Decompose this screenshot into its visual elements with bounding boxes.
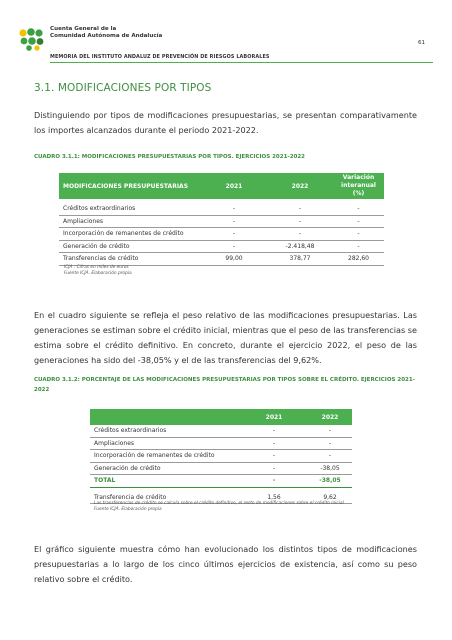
column-header: 2021: [240, 409, 308, 425]
value-variation: 282,60: [333, 253, 384, 266]
percentage-table: [90, 409, 352, 504]
value-2021: -: [240, 462, 308, 475]
junta-andalucia-logo-icon: [18, 27, 48, 51]
total-label: TOTAL: [90, 475, 240, 488]
value-2021: -: [240, 450, 308, 463]
value-2021: -: [201, 240, 267, 253]
row-label: Generación de crédito: [59, 240, 201, 253]
value-2022: -: [267, 215, 333, 228]
value-variation: -: [333, 203, 384, 215]
value-2022: 378,77: [267, 253, 333, 266]
value-2021: -: [201, 215, 267, 228]
value-2021: 1,56: [240, 492, 308, 504]
organization-line-2: Comunidad Autónoma de Andalucía: [50, 33, 163, 39]
table-1-unit-note: ICJA : Cifras en miles de euros: [64, 265, 129, 270]
column-header: 2021: [201, 173, 267, 199]
header-divider: [50, 62, 433, 63]
table-1-source-note: Fuente ICJA. Elaboración propia: [64, 271, 132, 276]
value-2022: 9,62: [308, 492, 352, 504]
value-2022: -2.418,48: [267, 240, 333, 253]
value-2022: -38,05: [308, 462, 352, 475]
table-header-row: [90, 409, 352, 425]
table-row: [59, 215, 384, 228]
row-label: Transferencia de crédito: [90, 492, 240, 504]
value-variation: -: [333, 240, 384, 253]
table-row: [59, 240, 384, 253]
table-1-notes: [64, 265, 132, 277]
organization-name: [50, 26, 162, 40]
total-row: [90, 475, 352, 488]
table-row: [90, 450, 352, 463]
row-label: Ampliaciones: [90, 437, 240, 450]
page-number: 61: [418, 40, 426, 46]
analysis-paragraph: En el cuadro siguiente se refleja el peso relativo de las modificaciones presupuestarias. Las generaciones se estiman sobre el crédito inicial, mientras que el peso de las transferencias se estima sobre el crédito definitivo. En concreto, durante el ejercicio 2022, el peso de las generaciones ha sido del -38,05% y el de las transferencias del 9,62%.: [34, 310, 417, 365]
value-2021: 99,00: [201, 253, 267, 266]
table-2-method-note: Las transferencias de crédito se calcula sobre el crédito definitivo, el resto de modificaciones sobre el crédito inicial: [94, 501, 344, 506]
table-row: [59, 228, 384, 241]
table-row: [59, 203, 384, 215]
table-row: [59, 253, 384, 266]
table-2-title: CUADRO 3.1.2: PORCENTAJE DE LAS MODIFICACIONES PRESUPUESTARIAS POR TIPOS SOBRE EL CRÉDITO. EJERCICIOS 2021-2022: [34, 377, 415, 393]
section-title: 3.1. MODIFICACIONES POR TIPOS: [34, 82, 212, 94]
value-2021: -: [201, 228, 267, 241]
table-1-title: CUADRO 3.1.1: MODIFICACIONES PRESUPUESTARIAS POR TIPOS. EJERCICIOS 2021-2022: [34, 154, 306, 160]
value-2022: -: [267, 228, 333, 241]
row-label: Transferencias de crédito: [59, 253, 201, 266]
table-2-source-note: Fuente ICJA. Elaboración propia: [94, 507, 162, 512]
column-header: 2022: [308, 409, 352, 425]
value-variation: -: [333, 228, 384, 241]
column-header: Variación interanual (%): [333, 173, 384, 199]
closing-paragraph: El gráfico siguiente muestra cómo han evolucionado los distintos tipos de modificaciones presupuestarias a lo largo de los cinco últimos ejercicios de existencia, así como su peso relativo sobre el crédito.: [34, 544, 417, 584]
column-header-empty: [90, 409, 240, 425]
value-2022: -: [308, 450, 352, 463]
value-2021: -: [201, 203, 267, 215]
row-label: Créditos extraordinarios: [59, 203, 201, 215]
column-header: MODIFICACIONES PRESUPUESTARIAS: [59, 173, 201, 199]
intro-paragraph: Distinguiendo por tipos de modificaciones presupuestarias, se presentan comparativamente los importes alcanzados durante el periodo 2021-2022.: [34, 110, 417, 135]
modifications-table: [59, 173, 384, 266]
row-label: Generación de crédito: [90, 462, 240, 475]
row-label: Incorporación de remanentes de crédito: [90, 450, 240, 463]
value-2022: -: [308, 425, 352, 437]
value-2022: -: [267, 203, 333, 215]
value-variation: -: [333, 215, 384, 228]
row-label: Créditos extraordinarios: [90, 425, 240, 437]
row-label: Incorporación de remanentes de crédito: [59, 228, 201, 241]
value-2021: -: [240, 437, 308, 450]
organization-line-1: Cuenta General de la: [50, 26, 117, 32]
table-row: [90, 462, 352, 475]
value-2022: -: [308, 437, 352, 450]
total-2021: -: [240, 475, 308, 488]
row-label: Ampliaciones: [59, 215, 201, 228]
document-title: MEMORIA DEL INSTITUTO ANDALUZ DE PREVENCIÓN DE RIESGOS LABORALES: [50, 54, 270, 60]
table-header-row: [59, 173, 384, 199]
table-2-notes: [94, 501, 414, 513]
table-row: [90, 425, 352, 437]
value-2021: -: [240, 425, 308, 437]
total-2022: -38,05: [308, 475, 352, 488]
table-row: [90, 437, 352, 450]
column-header: 2022: [267, 173, 333, 199]
